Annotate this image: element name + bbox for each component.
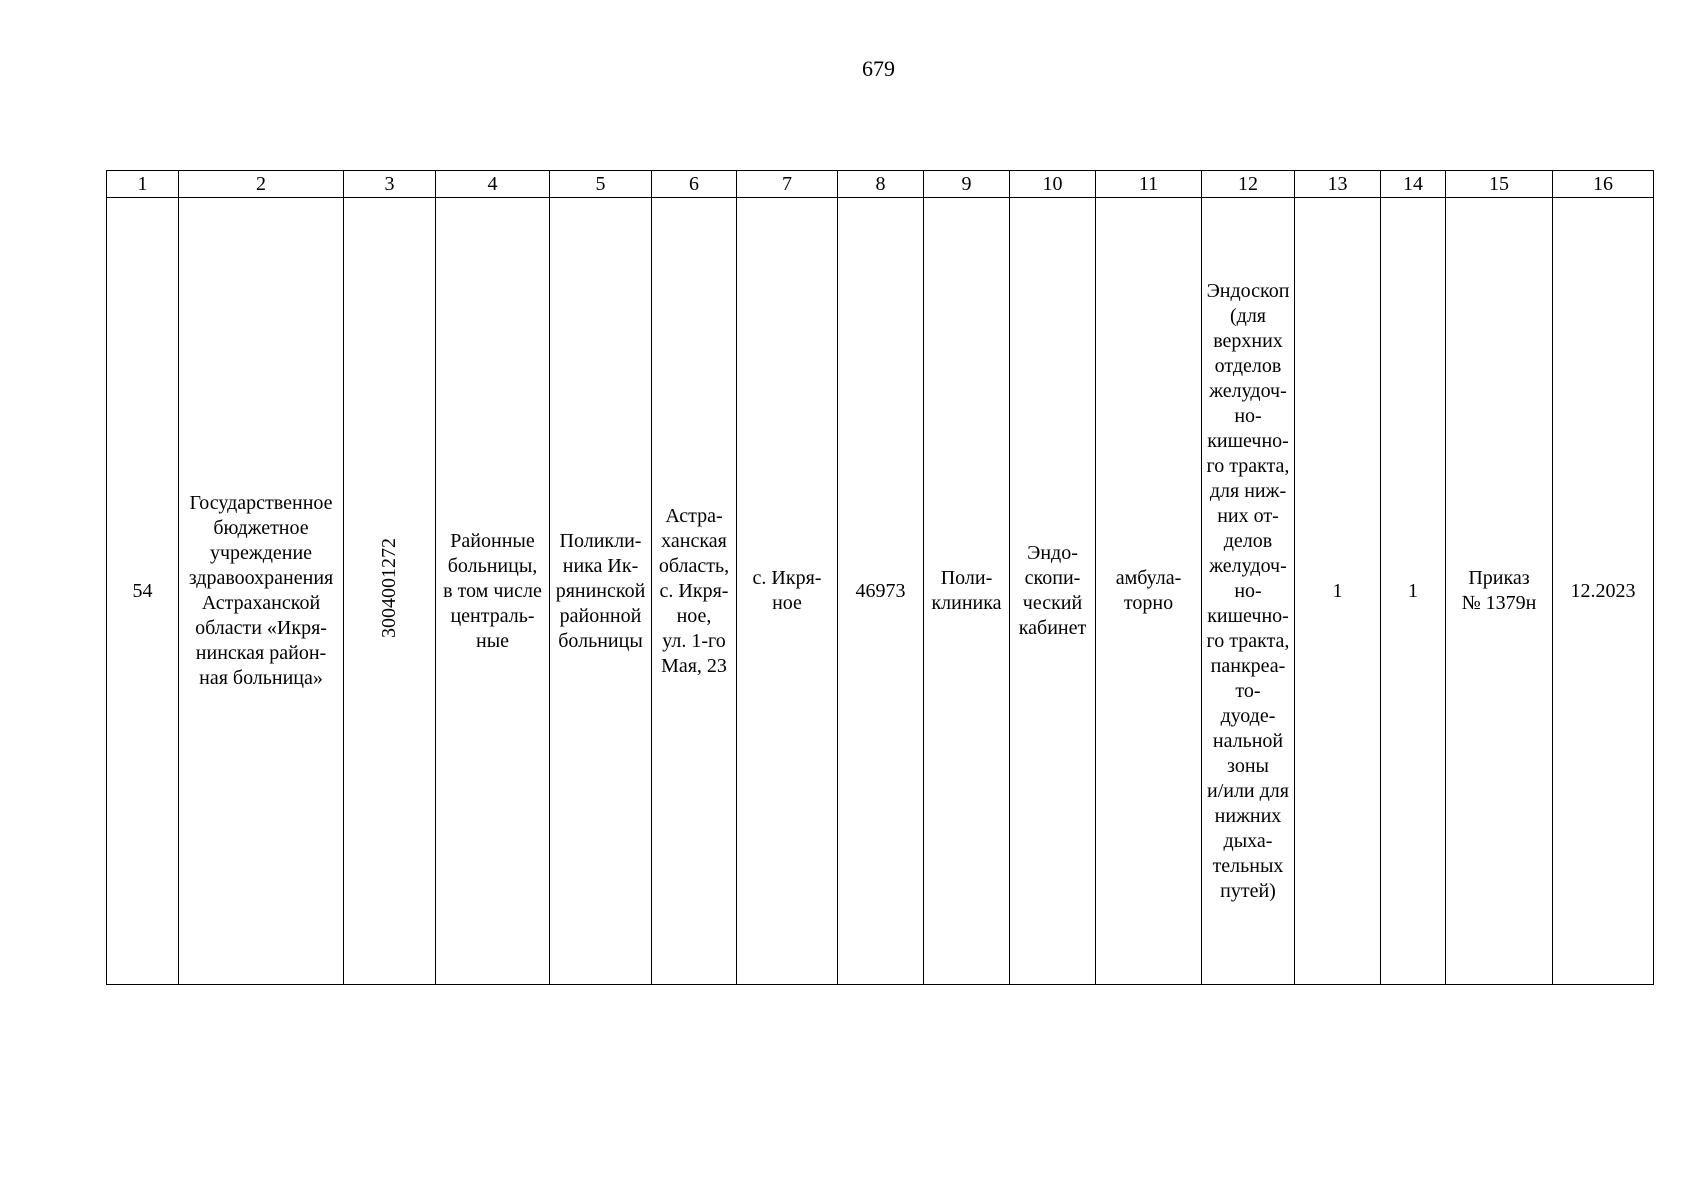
header-row: [107, 171, 1654, 198]
hospital-type: Районные больницы, в том числе централь- ные: [443, 529, 542, 652]
population-cell: [838, 198, 924, 985]
care-condition-cell: [1096, 198, 1202, 985]
organization-name-cell: [179, 198, 344, 985]
care-condition: амбула- торно: [1115, 567, 1182, 614]
quantity-cell-13: [1295, 198, 1381, 985]
row-number-cell: [107, 198, 179, 985]
column-number-4: 4: [436, 171, 550, 198]
quantity-13: 1: [1332, 579, 1343, 602]
column-number-9: 9: [924, 171, 1010, 198]
room-name: Эндо- скопи- ческий кабинет: [1018, 542, 1087, 639]
column-number-12: 12: [1202, 171, 1295, 198]
address-cell: [652, 198, 737, 985]
address: Астра- ханская область, с. Икря- ное, ул. 1-го Мая, 23: [658, 504, 730, 677]
organization-name: Государственное бюджетное учреждение здравоохранения Астраханской области «Икря- нинская район- ная больница»: [188, 492, 334, 689]
column-number-8: 8: [838, 171, 924, 198]
column-number-1: 1: [107, 171, 179, 198]
column-number-6: 6: [652, 171, 737, 198]
column-number-5: 5: [550, 171, 652, 198]
table-row: [107, 198, 1654, 985]
inn-number: 3004001272: [378, 537, 400, 638]
unit-type-cell: [924, 198, 1010, 985]
settlement-cell: [737, 198, 838, 985]
hospital-type-cell: [436, 198, 550, 985]
column-number-15: 15: [1446, 171, 1553, 198]
population: 46973: [855, 579, 906, 602]
order-reference: Приказ № 1379н: [1461, 567, 1537, 614]
column-number-13: 13: [1295, 171, 1381, 198]
inn-cell: [344, 198, 436, 985]
column-number-7: 7: [737, 171, 838, 198]
row-number: 54: [132, 579, 153, 602]
subdivision-cell: [550, 198, 652, 985]
quantity-14: 1: [1408, 579, 1418, 602]
equipment-cell: [1202, 198, 1295, 985]
column-number-16: 16: [1553, 171, 1654, 198]
settlement: с. Икря- ное: [752, 567, 822, 614]
column-number-3: 3: [344, 171, 436, 198]
column-number-10: 10: [1010, 171, 1096, 198]
column-number-11: 11: [1096, 171, 1202, 198]
date: 12.2023: [1570, 579, 1636, 602]
equipment-name: Эндоскоп (для верхних отделов желудоч- но- кишечно- го тракта, для ниж- них от- делов желудоч- но- кишечно- го тракта, панкреа- то- дуоде- нальной зоны и/или для нижних дыха- тельных путей): [1206, 279, 1290, 902]
unit-type: Поли- клиника: [931, 567, 1002, 614]
subdivision-name: Поликли- ника Ик- рянинской районной больницы: [555, 529, 646, 652]
register-table: [106, 170, 1654, 985]
order-cell: [1446, 198, 1553, 985]
column-number-14: 14: [1381, 171, 1446, 198]
date-cell: [1553, 198, 1654, 985]
page-number: 679: [862, 56, 895, 81]
quantity-cell-14: [1381, 198, 1446, 985]
column-number-2: 2: [179, 171, 344, 198]
room-cell: [1010, 198, 1096, 985]
